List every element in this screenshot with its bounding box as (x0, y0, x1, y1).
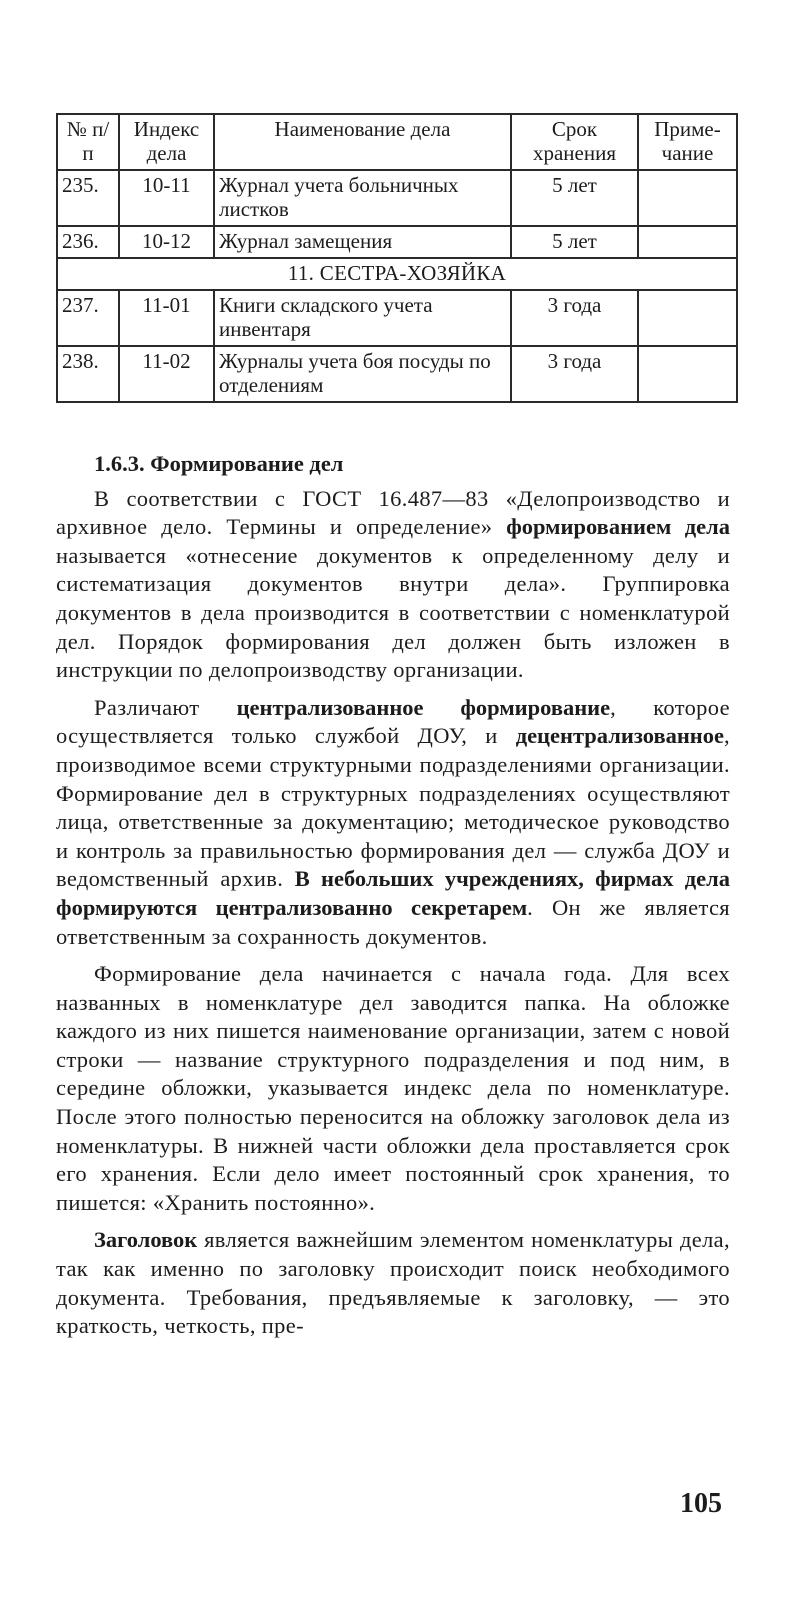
text: называется «отнесение документов к определенному делу и систематизация документов внутри дела». Группировка документов в дела производится в соответствии с номенклатурой дел. Порядок формирования дел должен быть изложен в инструкции по делопроизводству организации. (56, 542, 730, 683)
row-number: 237. (57, 290, 119, 346)
header-term: Срок хранения (511, 114, 638, 170)
row-number: 238. (57, 346, 119, 402)
row-number: 235. (57, 170, 119, 226)
emphasis: Заголовок (94, 1227, 198, 1253)
row-name: Книги складского учета инвентаря (214, 290, 511, 346)
header-index: Индекс дела (119, 114, 214, 170)
table-row (57, 226, 737, 258)
row-note (638, 346, 737, 402)
row-name: Журналы учета боя посуды по отделениям (214, 346, 511, 402)
emphasis: децентрализованное (515, 723, 725, 749)
row-index: 11-02 (119, 346, 214, 402)
text: является важнейшим элементом номенклатуры дела, так как именно по заголовку происходит поиск необходимого документа. Требования, предъявляемые к заголовку, — это краткость, четкость, пре- (56, 1227, 730, 1339)
table-row (57, 170, 737, 226)
section-heading: 1.6.3. Формирование дел (94, 451, 344, 476)
header-note: Приме-чание (638, 114, 737, 170)
text: , которое осуществляется только службой ДОУ, и (56, 694, 730, 749)
row-name: Журнал замещения (214, 226, 511, 258)
row-note (638, 290, 737, 346)
paragraph-3: Формирование дела начинается с начала года. Для всех названных в номенклатуре дел заводится папка. На обложке каждого из них пишется наименование организации, затем с новой строки — название структурного подразделения и под ним, в середине обложки, указывается индекс дела по номенклатуре. После этого полностью переносится на обложку заголовок дела из номенклатуры. В нижней части обложки дела проставляется срок его хранения. Если дело имеет постоянный срок хранения, то пишется: «Хранить постоянно». (56, 961, 730, 1215)
row-note (638, 170, 737, 226)
row-index: 11-01 (119, 290, 214, 346)
text: В соответствии с ГОСТ 16.487—83 «Делопроизводство и архивное дело. Термины и определение» (56, 485, 730, 540)
row-term: 5 лет (511, 170, 638, 226)
header-number: № п/п (57, 114, 119, 170)
row-term: 5 лет (511, 226, 638, 258)
row-term: 3 года (511, 290, 638, 346)
row-index: 10-12 (119, 226, 214, 258)
table-row (57, 290, 737, 346)
nomenclature-table (56, 113, 738, 403)
row-term: 3 года (511, 346, 638, 402)
row-index: 10-11 (119, 170, 214, 226)
row-name: Журнал учета больничных листков (214, 170, 511, 226)
page-number: 105 (680, 1488, 722, 1519)
table-header-row (57, 114, 737, 170)
paragraph-1 (56, 485, 730, 685)
emphasis: В небольших учреждениях, фирмах дела формируются централизованно секретарем (56, 866, 730, 920)
row-number: 236. (57, 226, 119, 258)
table-section-row (57, 258, 737, 290)
text: , производимое всеми структурными подразделениями организации. Формирование дел в структурных подразделениях осуществляют лица, ответственные за документацию; методическое руководство и контроль за правильностью формирования дел — служба ДОУ и ведомственный архив. (56, 723, 730, 892)
row-note (638, 226, 737, 258)
paragraph-4 (56, 1226, 730, 1340)
emphasis: формированием дела (506, 514, 730, 540)
section-title: 11. СЕСТРА-ХОЗЯЙКА (57, 258, 737, 290)
body-text (56, 450, 730, 1350)
paragraph-2 (56, 694, 730, 951)
text: Различают (94, 694, 237, 720)
text: . Он же является ответственным за сохранность документов. (56, 894, 730, 949)
emphasis: централизованное формирование (236, 694, 611, 720)
table-row (57, 346, 737, 402)
header-name: Наименование дела (214, 114, 511, 170)
